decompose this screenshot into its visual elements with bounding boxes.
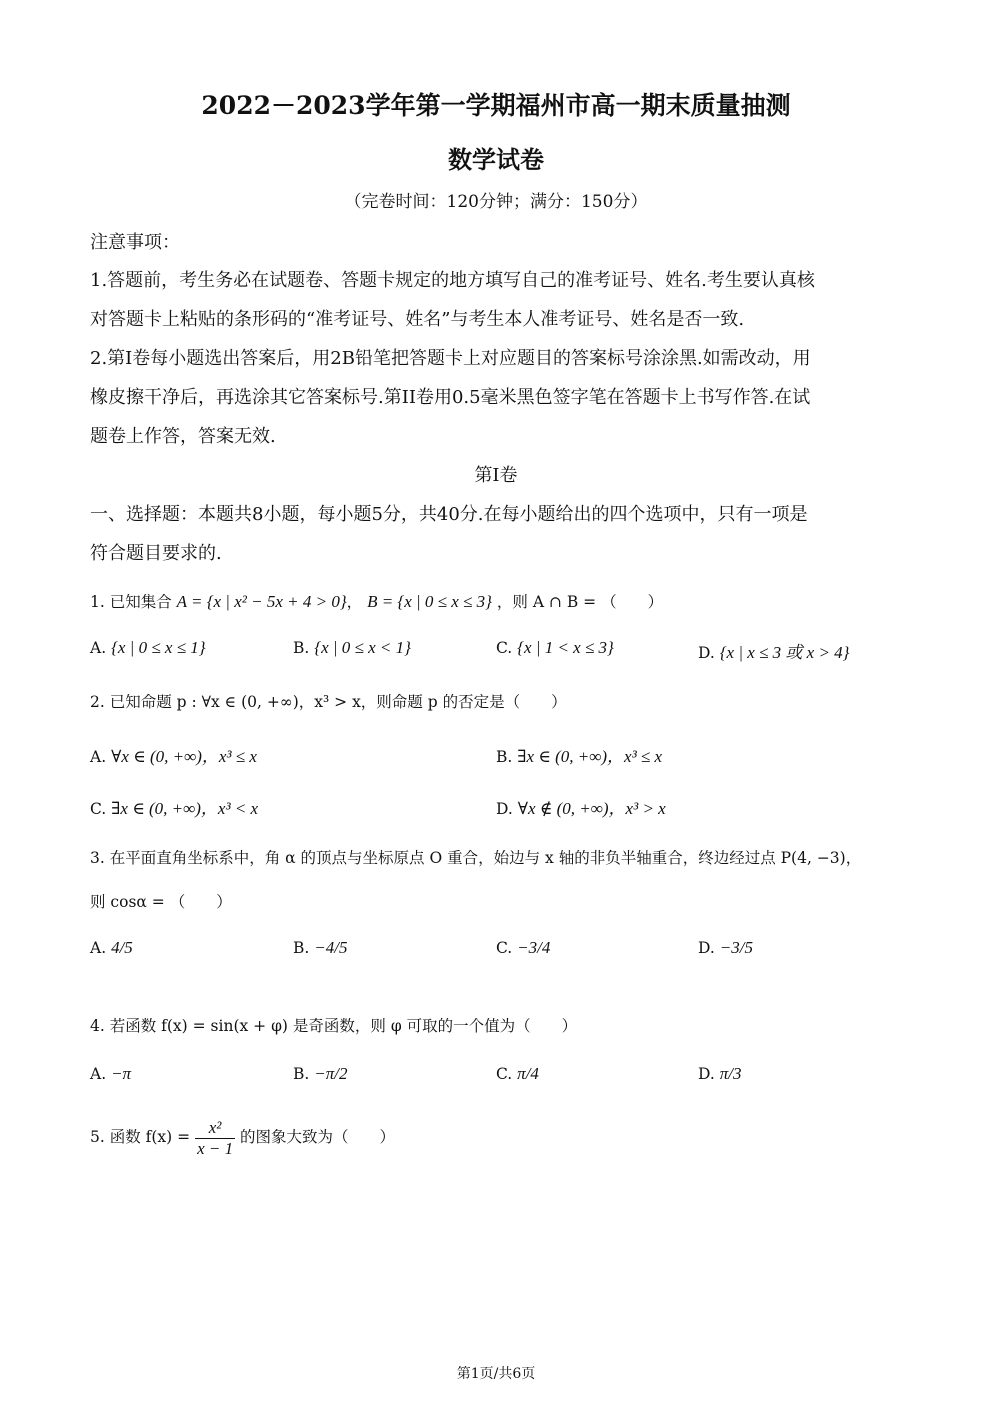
notice-heading: 注意事项： — [90, 232, 180, 253]
question-1-stem: 1. 已知集合 A = {x | x² − 5x + 4 > 0}， B = {x | 0 ≤ x ≤ 3} ，则 A ∩ B = （ ） — [90, 592, 664, 611]
option-label: A. — [90, 939, 107, 957]
q1-prefix: 1. 已知集合 — [90, 593, 172, 611]
notice-item1-line2: 对答题卡上粘贴的条形码的“准考证号、姓名”与考生本人准考证号、姓名是否一致. — [90, 309, 745, 330]
q3-option-b — [293, 938, 347, 958]
q1-suffix: ，则 A ∩ B = （ ） — [496, 593, 664, 611]
q4-option-b-text: −π/2 — [314, 1064, 348, 1083]
option-label: C. — [496, 939, 513, 957]
section-heading-line1: 一、选择题：本题共8小题，每小题5分，共40分.在每小题给出的四个选项中，只有一项是 — [90, 504, 808, 525]
q4-option-b — [293, 1064, 347, 1084]
q3-option-d-text: −3/5 — [719, 938, 753, 957]
q3-option-c-text: −3/4 — [517, 938, 551, 957]
option-label: C. — [90, 800, 107, 818]
page-number: 第1页/共6页 — [456, 1366, 536, 1382]
q5-fraction — [195, 1118, 235, 1158]
question-3-stem-line1: 3. 在平面直角坐标系中，角 α 的顶点与坐标原点 O 重合，始边与 x 轴的非负半轴重合，终边经过点 P(4, −3)， — [90, 849, 862, 867]
q3-option-c — [496, 938, 550, 958]
q1-option-d — [698, 638, 849, 663]
q1-option-a-text: {x | 0 ≤ x ≤ 1} — [111, 638, 206, 657]
option-label: A. — [90, 639, 107, 657]
q1-set-a: A = {x | x² − 5x + 4 > 0} — [176, 592, 347, 611]
q3-option-b-text: −4/5 — [314, 938, 348, 957]
option-label: B. — [293, 639, 310, 657]
option-label: C. — [496, 1065, 513, 1083]
option-label: D. — [698, 1065, 715, 1083]
q5-denominator: x − 1 — [197, 1138, 234, 1158]
q1-option-b — [293, 638, 411, 658]
q5-suffix: 的图象大致为（ ） — [240, 1128, 396, 1147]
notice-item2-line1: 2.第I卷每小题选出答案后，用2B铅笔把答题卡上对应题目的答案标号涂涂黑.如需改动，用 — [90, 348, 811, 369]
q1-option-d-text: {x | x ≤ 3 或 x > 4} — [719, 643, 850, 662]
option-label: B. — [496, 748, 513, 766]
q1-option-a — [90, 638, 206, 658]
option-label: D. — [698, 939, 715, 957]
q2-option-b-text: ∃x ∈ (0, +∞)，x³ ≤ x — [517, 747, 663, 766]
q4-option-a-text: −π — [111, 1064, 132, 1083]
q4-option-c — [496, 1064, 539, 1084]
notice-item1-line1: 1.答题前，考生务必在试题卷、答题卡规定的地方填写自己的准考证号、姓名.考生要认真核 — [90, 270, 815, 291]
q2-option-d — [496, 794, 666, 819]
exam-title: 2022－2023学年第一学期福州市高一期末质量抽测 — [201, 91, 791, 120]
section-heading-line2: 符合题目要求的. — [90, 543, 222, 564]
question-4-stem: 4. 若函数 f(x) = sin(x + φ) 是奇函数，则 φ 可取的一个值为（ ） — [90, 1017, 578, 1035]
question-2-stem: 2. 已知命题 p : ∀x ∈ (0, +∞)，x³ > x，则命题 p 的否定是（ ） — [90, 693, 567, 711]
option-label: B. — [293, 939, 310, 957]
q4-option-d — [698, 1064, 742, 1084]
q4-option-c-text: π/4 — [517, 1064, 539, 1083]
exam-time-info: （完卷时间：120分钟；满分：150分） — [344, 192, 648, 212]
q5-prefix: 5. 函数 f(x) = — [90, 1128, 191, 1147]
q2-option-c — [90, 794, 258, 819]
q4-option-d-text: π/3 — [719, 1064, 742, 1083]
option-label: A. — [90, 748, 107, 766]
q1-set-b: B = {x | 0 ≤ x ≤ 3} — [367, 592, 492, 611]
option-label: D. — [698, 644, 715, 662]
q2-option-a-text: ∀x ∈ (0, +∞)，x³ ≤ x — [111, 747, 257, 766]
q5-numerator: x² — [195, 1118, 235, 1139]
exam-subject: 数学试卷 — [448, 145, 544, 174]
q2-option-d-text: ∀x ∉ (0, +∞)，x³ > x — [517, 799, 666, 818]
option-label: C. — [496, 639, 513, 657]
q1-option-b-text: {x | 0 ≤ x < 1} — [314, 638, 411, 657]
q3-option-d — [698, 938, 753, 958]
q2-option-a — [90, 742, 257, 767]
q1-option-c-text: {x | 1 < x ≤ 3} — [517, 638, 614, 657]
part-title: 第I卷 — [474, 465, 518, 486]
option-label: D. — [496, 800, 513, 818]
q2-option-b — [496, 742, 662, 767]
q1-option-c — [496, 638, 614, 658]
q2-option-c-text: ∃x ∈ (0, +∞)，x³ < x — [111, 799, 259, 818]
notice-item2-line3: 题卷上作答，答案无效. — [90, 426, 276, 447]
option-label: A. — [90, 1065, 107, 1083]
option-label: B. — [293, 1065, 310, 1083]
notice-item2-line2: 橡皮擦干净后，再选涂其它答案标号.第II卷用0.5毫米黑色签字笔在答题卡上书写作答.在试 — [90, 387, 811, 408]
question-5-stem — [90, 1118, 395, 1158]
q3-option-a-text: 4/5 — [111, 938, 133, 957]
question-3-stem-line2: 则 cosα = （ ） — [90, 893, 232, 911]
q3-option-a — [90, 938, 133, 958]
q4-option-a — [90, 1064, 131, 1084]
